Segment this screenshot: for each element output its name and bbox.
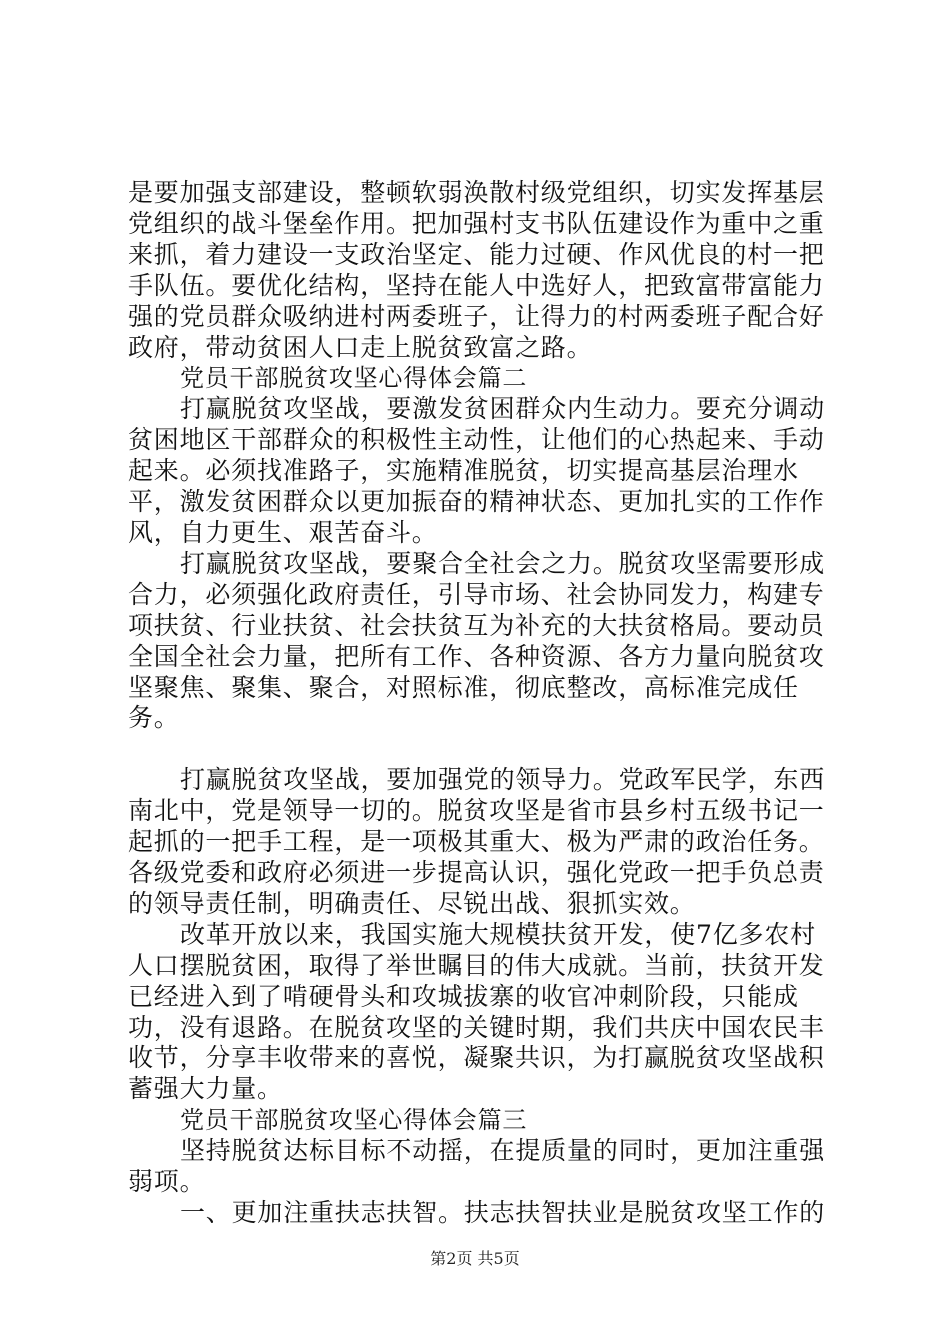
- paragraph-party-leadership: 打赢脱贫攻坚战，要加强党的领导力。党政军民学，东西南北中，党是领导一切的。脱贫攻坚是省市县乡村五级书记一起抓的一把手工程，是一项极其重大、极为严肃的政治任务。各级党委和政府必须进一步提高认识，强化党政一把手负总责的领导责任制，明确责任、尽锐出战、狠抓实效。: [128, 765, 826, 918]
- paragraph-inner-motivation: 打赢脱贫攻坚战，要激发贫困群众内生动力。要充分调动贫困地区干部群众的积极性主动性，让他们的心热起来、手动起来。必须找准路子，实施精准脱贫，切实提高基层治理水平，激发贫困群众以更加振奋的精神状态、更加扎实的工作作风，自力更生、艰苦奋斗。: [128, 394, 826, 547]
- page-number-footer: 第2页 共5页: [430, 1249, 520, 1268]
- paragraph-standard-goal: 坚持脱贫达标目标不动摇，在提质量的同时，更加注重强弱项。: [128, 1136, 826, 1197]
- document-body: [128, 178, 828, 1229]
- paragraph-support-construction: 是要加强支部建设，整顿软弱涣散村级党组织，切实发挥基层党组织的战斗堡垒作用。把加强村支书队伍建设作为重中之重来抓，着力建设一支政治坚定、能力过硬、作风优良的村一把手队伍。要优化结构，坚持在能人中选好人，把致富带富能力强的党员群众吸纳进村两委班子，让得力的村两委班子配合好政府，带动贫困人口走上脱贫致富之路。: [128, 178, 825, 362]
- section-heading-part-two: 党员干部脱贫攻坚心得体会篇二: [180, 364, 528, 393]
- paragraph-ambition-wisdom: 一、更加注重扶志扶智。扶志扶智扶业是脱贫攻坚工作的: [180, 1198, 826, 1227]
- paragraph-reform-opening: 改革开放以来，我国实施大规模扶贫开发，使7亿多农村人口摆脱贫困，取得了举世瞩目的伟大成就。当前，扶贫开发已经进入到了啃硬骨头和攻城拔寨的收官冲刺阶段，只能成功，没有退路。在脱贫攻坚的关键时期，我们共庆中国农民丰收节，分享丰收带来的喜悦，凝聚共识，为打赢脱贫攻坚战积蓄强大力量。: [128, 919, 825, 1104]
- paragraph-social-force: 打赢脱贫攻坚战，要聚合全社会之力。脱贫攻坚需要形成合力，必须强化政府责任，引导市场、社会协同发力，构建专项扶贫、行业扶贫、社会扶贫互为补充的大扶贫格局。要动员全国全社会力量，把所有工作、各种资源、各方力量向脱贫攻坚聚焦、聚集、聚合，对照标准，彻底整改，高标准完成任务。: [128, 548, 826, 733]
- paragraph-spacer: [128, 734, 828, 765]
- section-heading-part-three: 党员干部脱贫攻坚心得体会篇三: [180, 1106, 528, 1135]
